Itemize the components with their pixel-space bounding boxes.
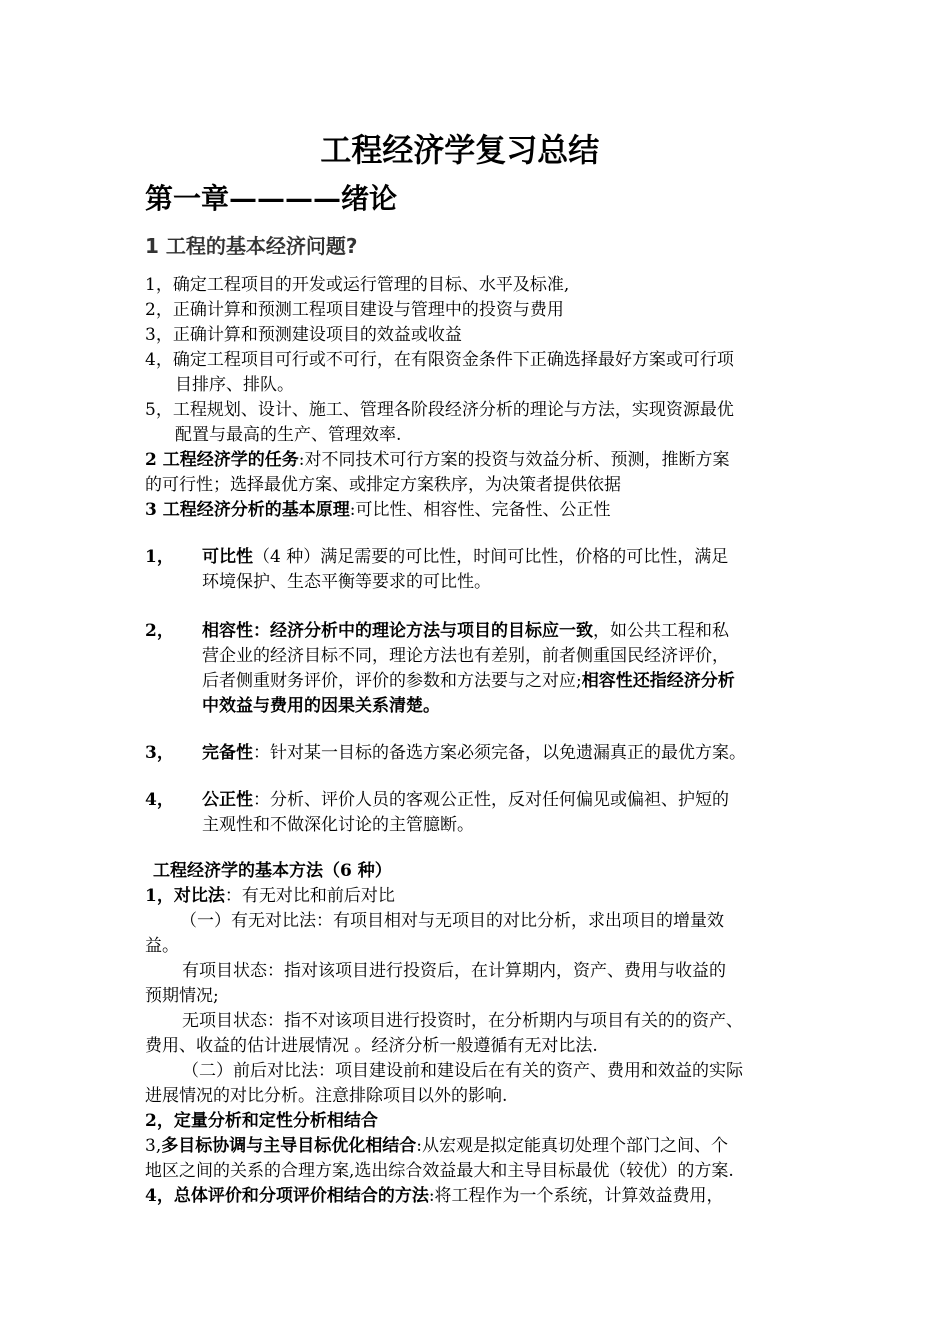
principle-text: 环境保护、生态平衡等要求的可比性。 <box>202 572 491 592</box>
method-2: 2，定量分析和定性分析相结合 <box>145 1111 378 1131</box>
principle-text: :可比性、相容性、完备性、公正性 <box>349 500 611 520</box>
method-3 <box>145 1134 728 1158</box>
method-label: 4，总体评价和分项评价相结合的方法 <box>145 1186 429 1206</box>
principle-line <box>202 788 729 812</box>
principle-text: 营企业的经济目标不同，理论方法也有差别，前者侧重国民经济评价， <box>202 646 729 666</box>
chapter-heading: 第一章————绪论 <box>145 182 398 215</box>
principle-text: 主观性和不做深化讨论的主管臆断。 <box>202 815 474 835</box>
principle-line <box>202 570 491 594</box>
principle-line <box>202 545 728 569</box>
list-item-continuation: 目排序、排队。 <box>175 375 294 395</box>
principle-term: 相容性还指经济分析 <box>581 671 735 691</box>
principle-number: 2， <box>145 621 174 641</box>
method-1-para-b: 有项目状态：指对该项目进行投资后，在计算期内，资产、费用与收益的 <box>182 961 726 981</box>
method-1-para-a-cont: 益。 <box>145 936 179 956</box>
method-text: :从宏观是拟定能真切处理个部门之间、个 <box>416 1136 728 1156</box>
task-paragraph-line2: 的可行性；选择最优方案、或排定方案秩序，为决策者提供依据 <box>145 475 621 495</box>
principle-line <box>202 813 474 837</box>
task-text: :对不同技术可行方案的投资与效益分析、预测，推断方案 <box>298 450 730 470</box>
document-title: 工程经济学复习总结 <box>320 131 600 169</box>
list-item: 5，工程规划、设计、施工、管理各阶段经济分析的理论与方法，实现资源最优 <box>145 400 734 420</box>
method-1-para-a: （一）有无对比法：有项目相对与无项目的对比分析，求出项目的增量效 <box>180 911 724 931</box>
list-item: 3，正确计算和预测建设项目的效益或收益 <box>145 325 462 345</box>
principle-label: 3 工程经济分析的基本原理 <box>145 500 350 520</box>
principle-text: 后者侧重财务评价，评价的参数和方法要与之对应; <box>202 671 582 691</box>
task-label: 2 工程经济学的任务 <box>145 450 299 470</box>
method-number: 3, <box>145 1136 162 1156</box>
principle-term: 公正性 <box>202 790 253 810</box>
principle-line <box>202 741 746 765</box>
principle-text: ：针对某一目标的备选方案必须完备，以免遗漏真正的最优方案。 <box>253 743 746 763</box>
method-label: 多目标协调与主导目标优化相结合 <box>161 1136 417 1156</box>
principle-line <box>202 669 735 693</box>
method-4 <box>145 1184 724 1208</box>
list-item: 1，确定工程项目的开发或运行管理的目标、水平及标准, <box>145 275 570 295</box>
principle-line <box>202 619 729 643</box>
principle-text: ，如公共工程和私 <box>593 621 729 641</box>
method-3-cont: 地区之间的关系的合理方案,选出综合效益最大和主导目标最优（较优）的方案. <box>145 1161 734 1181</box>
principle-term: 相容性：经济分析中的理论方法与项目的目标应一致 <box>202 621 593 641</box>
principle-term: 完备性 <box>202 743 253 763</box>
list-item: 2，正确计算和预测工程项目建设与管理中的投资与费用 <box>145 300 564 320</box>
principle-number: 1， <box>145 547 174 567</box>
principle-term: 可比性 <box>202 547 253 567</box>
method-1-para-d-cont: 进展情况的对比分析。注意排除项目以外的影响. <box>145 1086 508 1106</box>
principle-text: （4 种）满足需要的可比性，时间可比性，价格的可比性，满足 <box>253 547 729 567</box>
principle-paragraph <box>145 498 610 522</box>
method-text: ：有无对比和前后对比 <box>224 886 395 906</box>
section-heading-1: 1 工程的基本经济问题? <box>145 234 358 258</box>
method-1-para-c-cont: 费用、收益的估计进展情况 。经济分析一般遵循有无对比法. <box>145 1036 598 1056</box>
principle-number: 3， <box>145 743 174 763</box>
method-label: 1，对比法 <box>145 886 225 906</box>
list-item-continuation: 配置与最高的生产、管理效率. <box>175 425 402 445</box>
list-item: 4，确定工程项目可行或不可行，在有限资金条件下正确选择最好方案或可行项 <box>145 350 734 370</box>
principle-number: 4， <box>145 790 174 810</box>
method-1-para-c: 无项目状态：指不对该项目进行投资时，在分析期内与项目有关的的资产、 <box>182 1011 743 1031</box>
method-text: :将工程作为一个系统，计算效益费用， <box>428 1186 724 1206</box>
principle-text: ：分析、评价人员的客观公正性，反对任何偏见或偏袒、护短的 <box>253 790 729 810</box>
methods-heading: 工程经济学的基本方法（6 种） <box>153 861 392 881</box>
method-1-para-d: （二）前后对比法：项目建设前和建设后在有关的资产、费用和效益的实际 <box>182 1061 743 1081</box>
method-1-para-b-cont: 预期情况; <box>145 986 219 1006</box>
method-1 <box>145 884 395 908</box>
principle-line <box>202 644 729 668</box>
task-paragraph <box>145 448 729 472</box>
principle-term: 中效益与费用的因果关系清楚。 <box>202 696 440 716</box>
principle-line <box>202 694 440 718</box>
